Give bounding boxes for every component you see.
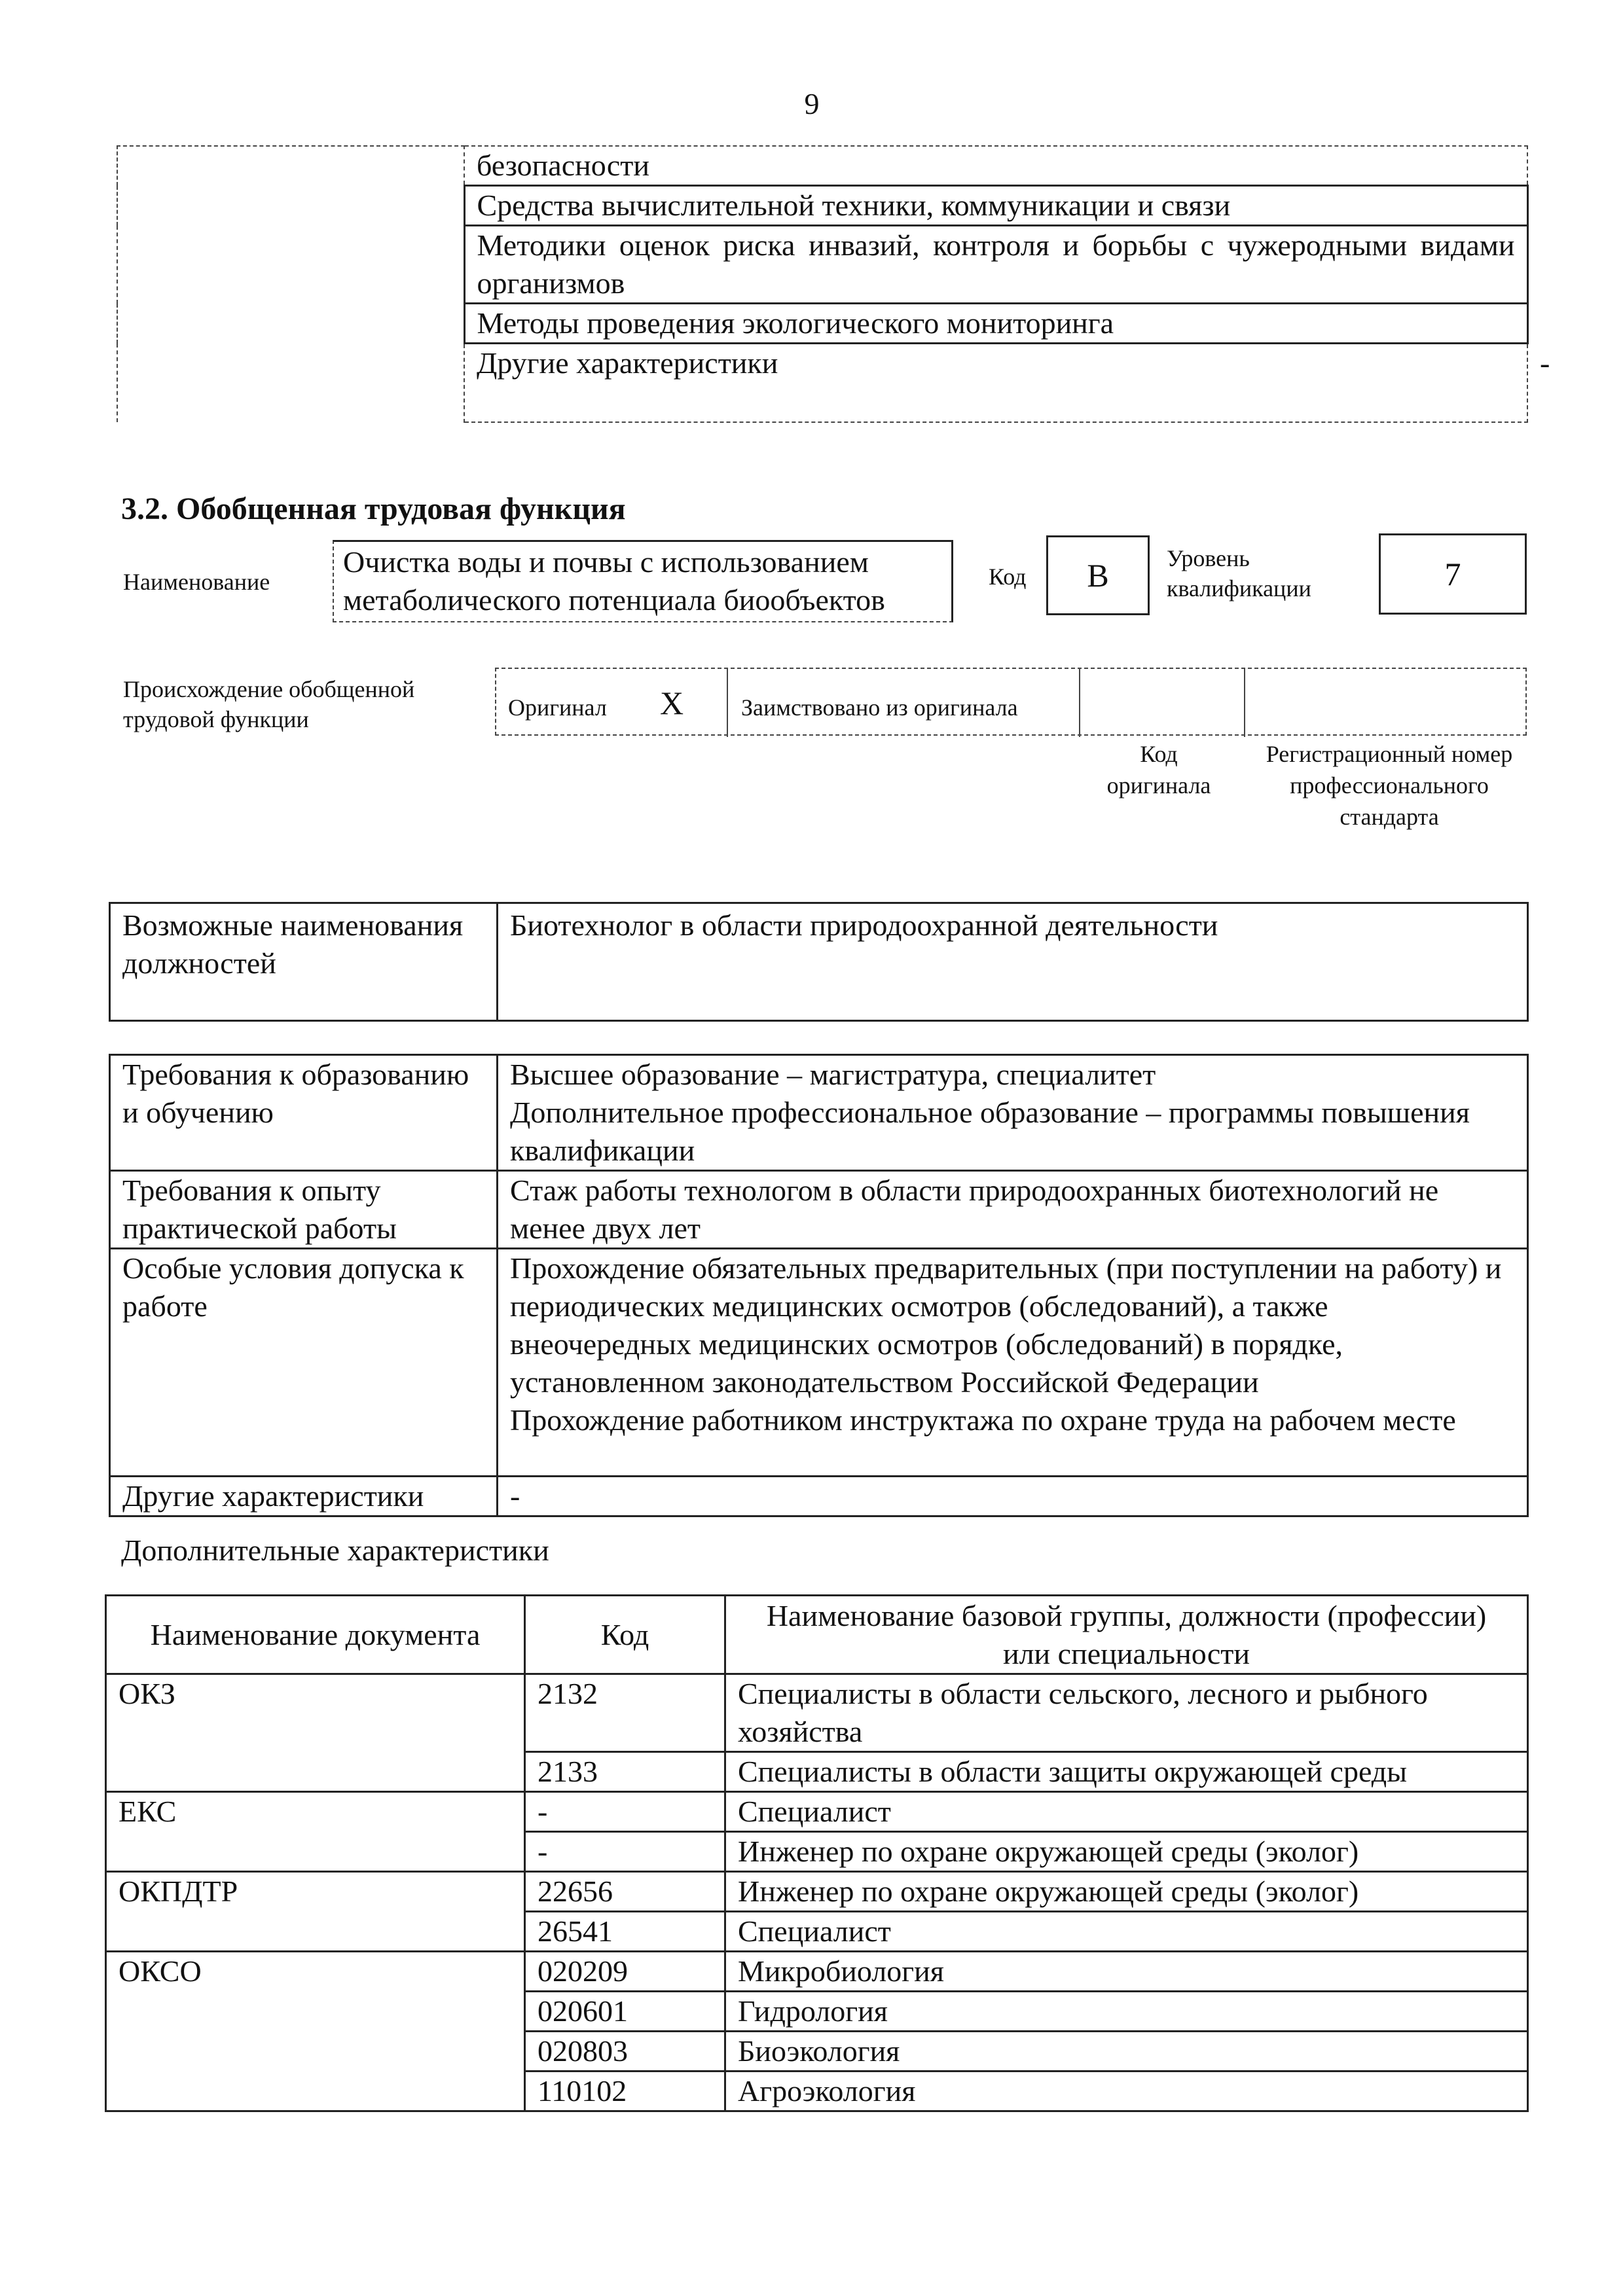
code-value-box bbox=[1046, 535, 1150, 615]
code-label: Код bbox=[989, 564, 1027, 590]
name-cell: Биоэкология bbox=[725, 2032, 1528, 2072]
req-education-value: Высшее образование – магистратура, специалитет Дополнительное профессиональное образование – программы повышения квалификации bbox=[498, 1055, 1528, 1171]
header-name: Наименование базовой группы, должности (профессии) или специальности bbox=[725, 1596, 1528, 1674]
code-cell: 2133 bbox=[525, 1752, 725, 1792]
code-cell: 110102 bbox=[525, 2072, 725, 2111]
code-cell: 2132 bbox=[525, 1674, 725, 1752]
req-experience-label: Требования к опыту практической работы bbox=[110, 1171, 498, 1249]
level-value: 7 bbox=[1444, 556, 1461, 592]
function-name-value: Очистка воды и почвы с использованием метаболического потенциала биообъектов bbox=[343, 545, 885, 617]
doc-okso: ОКСО bbox=[106, 1952, 525, 2111]
header-code: Код bbox=[525, 1596, 725, 1674]
section-heading: 3.2. Обобщенная трудовая функция bbox=[121, 492, 626, 526]
doc-okz: ОКЗ bbox=[106, 1674, 525, 1792]
function-name-box bbox=[333, 540, 953, 622]
empty-label-cell bbox=[117, 146, 464, 422]
req-other-label: Другие характеристики bbox=[110, 1477, 498, 1516]
name-cell: Специалисты в области защиты окружающей среды bbox=[725, 1752, 1528, 1792]
code-cell: 020209 bbox=[525, 1952, 725, 1992]
positions-label: Возможные наименования должностей bbox=[110, 903, 498, 1021]
borrowed-label: Заимствовано из оригинала bbox=[741, 694, 1018, 721]
additional-title: Дополнительные характеристики bbox=[121, 1534, 549, 1567]
req-admission-value: Прохождение обязательных предварительных (при поступлении на работу) и периодических медицинских осмотров (обследований), а также внеочередных медицинских осмотров (обследований) в порядке, установленном законодательством Российской Федерации Прохождение работником инструктажа по охране труда на рабочем месте bbox=[498, 1249, 1528, 1477]
name-cell: Специалисты в области сельского, лесного и рыбного хозяйства bbox=[725, 1674, 1528, 1752]
name-label: Наименование bbox=[123, 569, 270, 595]
page-number: 9 bbox=[804, 87, 820, 120]
doc-okpdtr: ОКПДТР bbox=[106, 1872, 525, 1952]
name-cell: Гидрология bbox=[725, 1992, 1528, 2032]
original-label: Оригинал bbox=[508, 694, 607, 721]
code-cell: - bbox=[525, 1832, 725, 1872]
origin-divider-1 bbox=[727, 669, 728, 737]
reg-caption: Регистрационный номер профессионального стандарта bbox=[1266, 741, 1513, 830]
requirements-table bbox=[109, 1054, 1529, 1517]
code-caption: Код оригинала bbox=[1106, 741, 1211, 798]
name-cell: Агроэкология bbox=[725, 2072, 1528, 2111]
top-row-3: Методики оценок риска инвазий, контроля и борьбы с чужеродными видами организмов bbox=[464, 226, 1527, 304]
top-other-label: Другие характеристики bbox=[464, 344, 1527, 422]
name-cell: Микробиология bbox=[725, 1952, 1528, 1992]
code-cell: 020601 bbox=[525, 1992, 725, 2032]
code-cell: 22656 bbox=[525, 1872, 725, 1912]
req-other-value: - bbox=[498, 1477, 1528, 1516]
code-cell: 020803 bbox=[525, 2032, 725, 2072]
code-value: B bbox=[1087, 557, 1109, 594]
req-education-label: Требования к образованию и обучению bbox=[110, 1055, 498, 1171]
level-label: Уровень квалификации bbox=[1167, 545, 1311, 601]
code-cell: 26541 bbox=[525, 1912, 725, 1952]
positions-value: Биотехнолог в области природоохранной деятельности bbox=[498, 903, 1528, 1021]
header-doc: Наименование документа bbox=[106, 1596, 525, 1674]
name-cell: Специалист bbox=[725, 1912, 1528, 1952]
level-value-box bbox=[1379, 533, 1527, 615]
code-cell: - bbox=[525, 1792, 725, 1832]
name-cell: Инженер по охране окружающей среды (эколог) bbox=[725, 1872, 1528, 1912]
name-cell: Инженер по охране окружающей среды (эколог) bbox=[725, 1832, 1528, 1872]
top-continuation-table: безопасности Средства вычислительной техники, коммуникации и связи Методики оценок риска инвазий, контроля и борьбы с чужеродными видами организмов Методы проведения экологического мониторинга Другие характеристики - bbox=[117, 145, 1528, 423]
doc-eks: ЕКС bbox=[106, 1792, 525, 1872]
additional-table bbox=[105, 1594, 1529, 2112]
name-cell: Специалист bbox=[725, 1792, 1528, 1832]
positions-table bbox=[109, 902, 1529, 1022]
origin-table bbox=[495, 668, 1527, 736]
top-row-4: Методы проведения экологического мониторинга bbox=[464, 304, 1527, 344]
original-mark: X bbox=[660, 685, 684, 721]
origin-code-cell bbox=[1080, 669, 1244, 737]
req-admission-label: Особые условия допуска к работе bbox=[110, 1249, 498, 1477]
origin-label: Происхождение обобщенной трудовой функции bbox=[123, 676, 415, 732]
origin-reg-cell bbox=[1245, 669, 1528, 737]
top-row-2: Средства вычислительной техники, коммуникации и связи bbox=[464, 186, 1527, 226]
req-experience-value: Стаж работы технологом в области природоохранных биотехнологий не менее двух лет bbox=[498, 1171, 1528, 1249]
top-row-1: безопасности bbox=[464, 146, 1527, 186]
